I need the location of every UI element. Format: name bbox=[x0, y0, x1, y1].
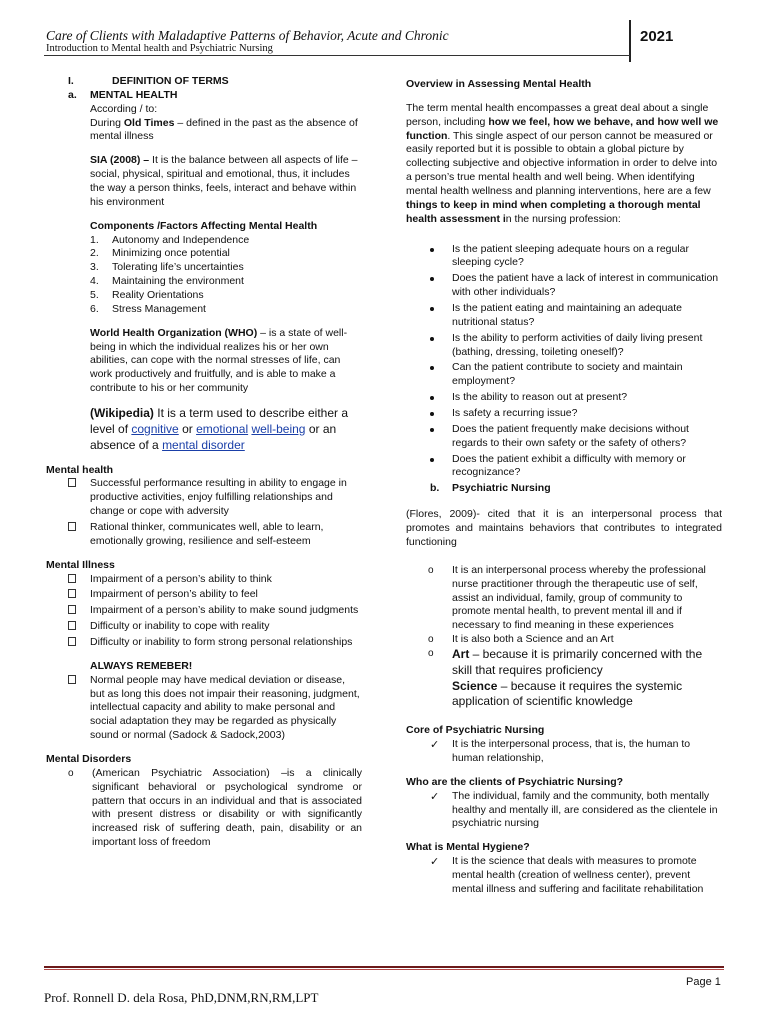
bullet-icon bbox=[430, 307, 434, 311]
components-list bbox=[46, 234, 362, 317]
list-item: Impairment of person’s ability to feel bbox=[68, 588, 362, 602]
section-heading: I. DEFINITION OF TERMS bbox=[68, 75, 229, 87]
list-item: Is safety a recurring issue? bbox=[430, 407, 722, 421]
list-item: Is the patient sleeping adequate hours on a regular sleeping cycle? bbox=[430, 243, 722, 271]
page-number: Page 1 bbox=[686, 976, 721, 988]
clients-list bbox=[406, 790, 722, 832]
author-name: Prof. Ronnell D. dela Rosa, PhD,DNM,RN,RM,LPT bbox=[44, 990, 319, 1005]
list-item: 1. Autonomy and Independence bbox=[90, 233, 250, 246]
list-item: 2. Minimizing once potential bbox=[90, 247, 230, 260]
core-heading: Core of Psychiatric Nursing bbox=[406, 724, 545, 737]
box-bullet-icon bbox=[68, 574, 76, 583]
bullet-icon bbox=[430, 337, 434, 341]
psychiatric-nursing-list bbox=[406, 564, 722, 679]
emotional-link[interactable]: emotional bbox=[196, 421, 249, 436]
list-item: o It is an interpersonal process whereby the professional nurse practitioner through the therapeutic use of self, assist an individual, family, group of community to promote mental health, to prevent mental ill and if necessary to find meaning in these experiences bbox=[428, 563, 706, 632]
always-remember-heading: ALWAYS REMEBER! bbox=[90, 659, 193, 672]
box-bullet-icon bbox=[68, 522, 76, 531]
list-item: Does the patient have a lack of interest in communication with other individuals? bbox=[430, 272, 722, 300]
bullet-icon bbox=[430, 412, 434, 416]
list-item: ✓ It is the interpersonal process, that is, the human to human relationship, bbox=[430, 738, 691, 764]
mental-illness-list bbox=[46, 573, 362, 650]
who-paragraph: World Health Organization (WHO) – is a state of well-being in which the individual realizes his or her own abilities, can cope with the normal stresses of life, can work productively and fruitfully, and is able to make a contribute to his or her community bbox=[90, 326, 348, 395]
list-item: Is the ability to reason out at present? bbox=[430, 391, 722, 405]
bullet-icon bbox=[430, 396, 434, 400]
check-icon: ✓ bbox=[430, 856, 440, 869]
box-bullet-icon bbox=[68, 637, 76, 646]
mental-disorder-link[interactable]: mental disorder bbox=[162, 437, 245, 452]
bullet-icon bbox=[430, 277, 434, 281]
flores-paragraph: (Flores, 2009)- cited that it is an interpersonal process that promotes and maintains behaviors that contributes to integrated functioning bbox=[406, 508, 722, 548]
box-bullet-icon bbox=[68, 605, 76, 614]
clients-heading: Who are the clients of Psychiatric Nursing? bbox=[406, 775, 624, 788]
list-item: o It is also both a Science and an Art bbox=[428, 633, 614, 646]
assessment-questions-list bbox=[406, 243, 722, 481]
list-item: Does the patient frequently make decisions without regards to their own safety or the safety of others? bbox=[430, 423, 722, 451]
mental-illness-heading: Mental Illness bbox=[46, 558, 115, 571]
sia-paragraph: SIA (2008) – It is the balance between all aspects of life – social, physical, spiritual and emotional, thus, it includes the way a person thinks, feels, interact and behave within his environment bbox=[90, 154, 358, 208]
list-item: Difficulty or inability to form strong personal relationships bbox=[68, 636, 362, 650]
overview-paragraph: The term mental health encompasses a great deal about a single person, including how we feel, how we behave, and how well we function. This single aspect of our person cannot be measured or easily reported but it is possible to obtain a global picture by collecting subjective and objective information in order to delve into a person’s true mental health and well being. When identifying mental health wellness and planning interventions, here are a few things to keep in mind when completing a thorough mental health assessment in the nursing profession: bbox=[406, 101, 719, 225]
list-item: 6. Stress Management bbox=[90, 302, 206, 315]
footer-rule-thin bbox=[44, 969, 724, 970]
document-subtitle: Introduction to Mental health and Psychiatric Nursing bbox=[46, 43, 273, 54]
left-column bbox=[46, 75, 362, 850]
overview-heading: Overview in Assessing Mental Health bbox=[406, 78, 592, 90]
old-times-paragraph: During Old Times – defined in the past as the absence of mental illness bbox=[90, 116, 358, 143]
bullet-icon bbox=[430, 458, 434, 462]
header-rule bbox=[44, 55, 630, 56]
always-remember-list bbox=[46, 674, 362, 743]
box-bullet-icon bbox=[68, 589, 76, 598]
footer-rule bbox=[44, 966, 724, 968]
mental-health-list bbox=[46, 477, 362, 548]
box-bullet-icon bbox=[68, 621, 76, 630]
list-item: Difficulty or inability to cope with reality bbox=[68, 620, 362, 634]
cognitive-link[interactable]: cognitive bbox=[131, 421, 179, 436]
bullet-icon bbox=[430, 248, 434, 252]
subsection-heading: a. MENTAL HEALTH bbox=[68, 88, 178, 101]
mental-hygiene-list bbox=[406, 855, 722, 897]
mental-health-heading: Mental health bbox=[46, 463, 114, 476]
according-label: According / to: bbox=[90, 102, 158, 115]
core-list bbox=[406, 738, 722, 766]
right-column bbox=[406, 78, 722, 897]
list-item: Is the patient eating and maintaining an adequate nutritional status? bbox=[430, 302, 722, 330]
list-item: Can the patient contribute to society and maintain employment? bbox=[430, 361, 722, 389]
bullet-icon bbox=[430, 428, 434, 432]
psychiatric-nursing-heading: b. Psychiatric Nursing bbox=[430, 482, 551, 495]
box-bullet-icon bbox=[68, 675, 76, 684]
check-icon: ✓ bbox=[430, 739, 440, 752]
components-heading: Components /Factors Affecting Mental Health bbox=[90, 219, 318, 232]
list-item: ✓ The individual, family and the community, both mentally healthy and mentally ill, are considered as the clientele in psychiatric nursing bbox=[430, 789, 718, 830]
mental-hygiene-heading: What is Mental Hygiene? bbox=[406, 841, 530, 854]
list-item: 4. Maintaining the environment bbox=[90, 275, 244, 288]
well-being-link[interactable]: well-being bbox=[251, 421, 306, 436]
list-item: 5. Reality Orientations bbox=[90, 289, 204, 302]
list-item: Is the ability to perform activities of daily living present (bathing, dressing, toileting oneself)? bbox=[430, 332, 722, 360]
list-item: ✓ It is the science that deals with measures to promote mental health (creation of wellness center), prevent mental illness and suffering and facilitate rehabilitation bbox=[430, 855, 704, 895]
list-item: o Art – because it is primarily concerned with the skill that requires proficiency bbox=[428, 646, 703, 677]
document-title: Care of Clients with Maladaptive Patterns of Behavior, Acute and Chronic bbox=[46, 28, 449, 43]
list-item: Does the patient exhibit a difficulty with memory or recognizance? bbox=[430, 453, 722, 481]
list-item: Rational thinker, communicates well, able to learn, emotionally growing, resilience and self-esteem bbox=[68, 521, 362, 549]
list-item: 3. Tolerating life’s uncertainties bbox=[90, 261, 244, 274]
document-year: 2021 bbox=[640, 28, 674, 45]
list-item: o (American Psychiatric Association) –is a clinically significant behavioral or psychological syndrome or pattern that occurs in an individual and that is associated with present distress or disability or with significantly increased risk of suffering death, pain, disability or an important loss of freedom bbox=[68, 766, 362, 849]
list-item: Impairment of a person’s ability to make sound judgments bbox=[68, 604, 362, 618]
list-item: Impairment of a person’s ability to think bbox=[68, 573, 362, 587]
bullet-icon bbox=[430, 366, 434, 370]
wikipedia-paragraph: (Wikipedia) It is a term used to describe either a level of cognitive or emotional well-being or an absence of a mental disorder bbox=[90, 406, 348, 452]
mental-disorders-heading: Mental Disorders bbox=[46, 753, 132, 765]
box-bullet-icon bbox=[68, 478, 76, 487]
check-icon: ✓ bbox=[430, 790, 440, 803]
list-item: Normal people may have medical deviation or disease, but as long this does not impair their reasoning, judgment, intellectual capacity and ability to make personal and social adaptation they may be regarded as physically sound or normal (Sadock & Sadock,2003) bbox=[68, 674, 362, 743]
list-item: Successful performance resulting in ability to engage in productive activities, enjoy fulfilling relationships and change or cope with adversity bbox=[68, 477, 362, 519]
science-paragraph: Science – because it requires the systemic application of scientific knowledge bbox=[452, 678, 683, 709]
mental-disorders-list bbox=[46, 767, 362, 850]
